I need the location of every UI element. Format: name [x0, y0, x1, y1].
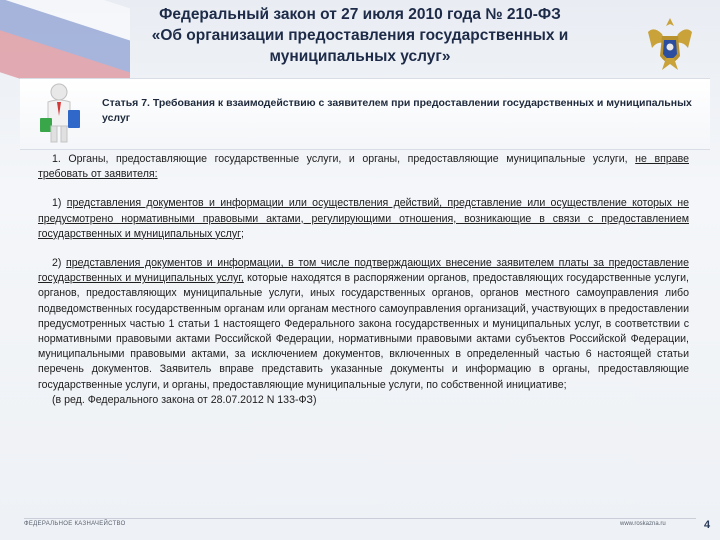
footer-divider [24, 518, 696, 519]
paragraph-3-emphasis: представления документов и информации, в том числе подтверждающих внесение заявителем платы за предоставление государственных и муниципальных услуг, [38, 257, 689, 285]
article-heading: Статья 7. Требования к взаимодействию с заявителем при предоставлении государственных и муниципальных услуг [102, 97, 692, 124]
amendment-note: (в ред. Федерального закона от 28.07.2012 N 133-ФЗ) [52, 393, 317, 406]
paragraph-2: 1) представления документов и информации или осуществления действий, представление или осуществление которых не предусмотрено нормативными правовыми актами, регулирующими отношения, возникающие в связи с предоставлением государственных и муниципальных услуг; [38, 197, 689, 240]
paragraph-3: 2) представления документов и информации, в том числе подтверждающих внесение заявителем платы за предоставление государственных и муниципальных услуг, которые находятся в распоряжении органов, предоставляющих государственные услуги, органов, предоставляющих муниципальные услуги, иных государственных органов, органов местного самоуправления либо подведомственных государственным органам или органам местного самоуправления организаций, участвующих в предоставлении предусмотренных частью 1 статьи 1 настоящего Федерального закона государственных и муниципальных услуг, в соответствии с нормативными правовыми актами Российской Федерации, нормативными правовыми актами субъектов Российской Федерации, муниципальными правовыми актами, за исключением документов, включенных в определенный частью 6 настоящей статьи перечень документов. Заявитель вправе представить указанные документы и информацию в органы, предоставляющие государственные услуги, и органы, предоставляющие муниципальные услуги, по собственной инициативе; [38, 257, 690, 391]
person-figure-icon [30, 82, 88, 144]
paragraph-1: 1. Органы, предоставляющие государственные услуги, и органы, предоставляющие муниципальные услуги, не вправе требовать от заявителя: [38, 153, 689, 181]
footer-website-link[interactable]: www.roskazna.ru [620, 521, 666, 527]
emblem-icon [640, 14, 700, 78]
paragraph-2-emphasis: представления документов и информации или осуществления действий, представление или осуществление которых не предусмотрено нормативными правовыми актами, регулирующими отношения, возникающие в связи с предоставлением государственных и муниципальных услуг [38, 197, 689, 240]
article-body [38, 152, 689, 408]
page-number: 4 [704, 519, 711, 531]
page-title: Федеральный закон от 27 июля 2010 года № 210-ФЗ «Об организации предоставления государственных и муниципальных услуг» [151, 6, 569, 65]
footer-org: ФЕДЕРАЛЬНОЕ КАЗНАЧЕЙСТВО [24, 521, 126, 527]
paragraph-1-emphasis: не вправе требовать от заявителя: [38, 153, 689, 181]
